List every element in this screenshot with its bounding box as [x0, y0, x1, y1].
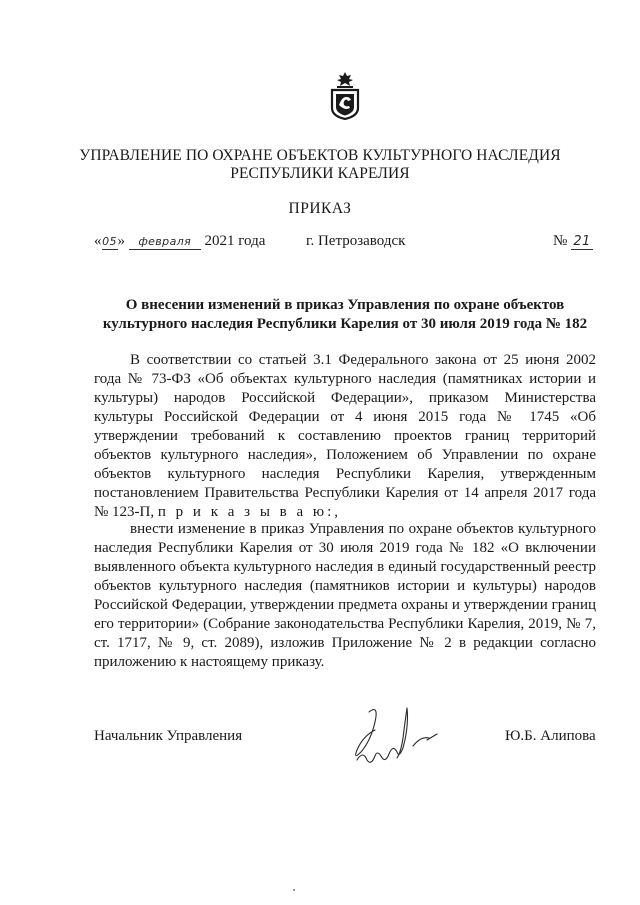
- date-quote-open: «: [94, 233, 102, 249]
- date-day: 05: [102, 235, 117, 248]
- order-number: [553, 233, 593, 250]
- number-value: 21: [571, 235, 593, 250]
- order-heading: [94, 296, 596, 334]
- document-type: ПРИКАЗ: [288, 200, 352, 217]
- preamble-paragraph: [94, 351, 596, 522]
- page-speck: [293, 889, 295, 891]
- preamble-text: В соответствии со статьей 3.1 Федерального закона от 25 июня 2002 года № 73-ФЗ «Об объектах культурного наследия (памятниках истории и культуры) народов Российской Федерации», приказом Министерства культуры Российской Федерации от 4 июня 2015 года № 1745 «Об утверждении требований к составлению проектов границ территорий объектов культурного наследия», Положением об Управлении по охране объектов культурного наследия Республики Карелия, утвержденным постановлением Правительства Республики Карелия от 14 апреля 2017 года № 123-П,: [94, 352, 596, 520]
- number-label: №: [553, 233, 568, 249]
- order-paragraph: [94, 520, 596, 672]
- date-quote-close: »: [117, 233, 125, 249]
- date-month: февраля: [129, 235, 201, 250]
- order-text: внести изменение в приказ Управления по охране объектов культурного наследия Республики Карелия от 30 июля 2019 года № 182 «О включении выявленного объекта культурного наследия в единый государственный реестр объектов культурного наследия (памятников истории и культуры) народов Российской Федерации, утверждении предмета охраны и утверждении границ его территории» (Собрание законодательства Республики Карелия, 2019, № 7, ст. 1717, № 9, ст. 2089), изложив Приложение № 2 в редакции согласно приложению к настоящему приказу.: [94, 521, 596, 670]
- date-year: 2021 года: [204, 233, 266, 249]
- signatory-position: Начальник Управления: [94, 728, 243, 744]
- coat-of-arms-emblem: [327, 72, 363, 120]
- handwritten-signature: [335, 700, 455, 775]
- heading-line2: культурного наследия Республики Карелия от 30 июля 2019 года № 182: [102, 316, 588, 332]
- heading-line1: О внесении изменений в приказ Управления по охране объектов: [125, 297, 565, 313]
- order-word: п р и к а з ы в а ю:,: [157, 504, 342, 520]
- signatory-name: Ю.Б. Алипова: [505, 728, 596, 744]
- city: г. Петрозаводск: [306, 233, 406, 249]
- order-date: [94, 233, 265, 250]
- organization-name-line2: РЕСПУБЛИКИ КАРЕЛИЯ: [230, 165, 410, 182]
- organization-name-line1: УПРАВЛЕНИЕ ПО ОХРАНЕ ОБЪЕКТОВ КУЛЬТУРНОГО НАСЛЕДИЯ: [79, 147, 561, 164]
